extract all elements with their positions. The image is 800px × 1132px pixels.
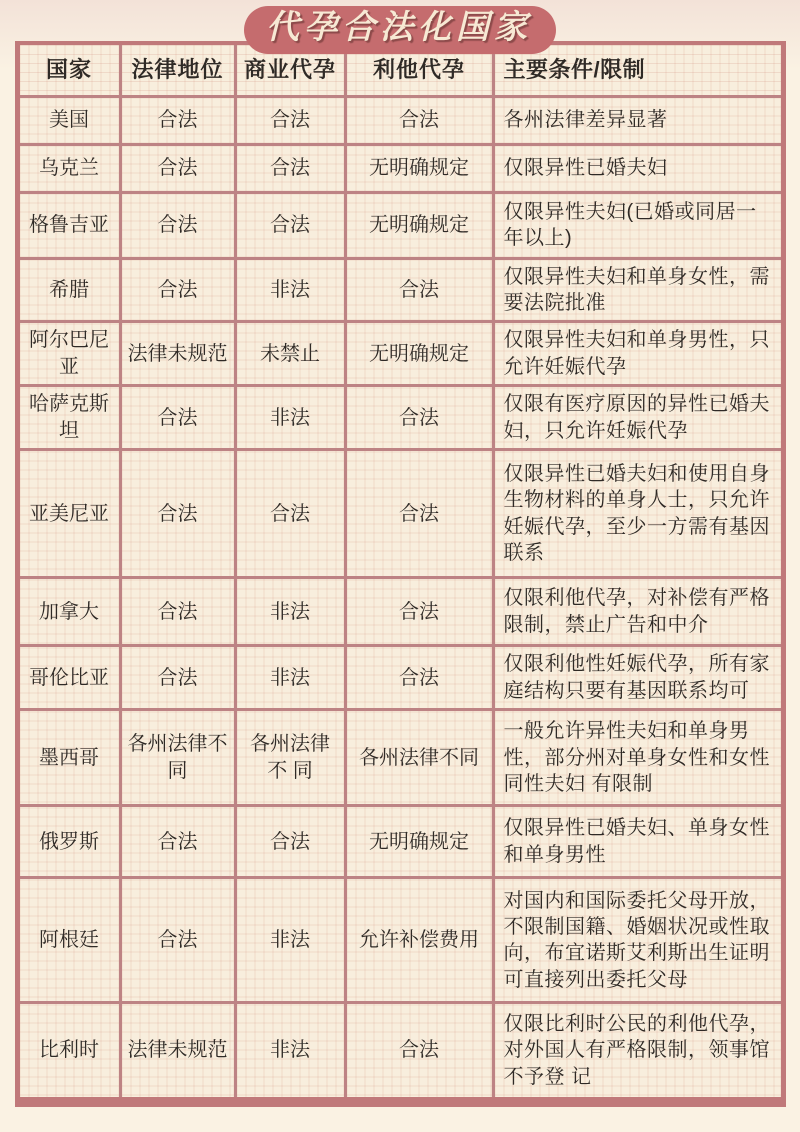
table-body (17, 96, 783, 1102)
altruistic-cell: 各州法律不同 (345, 710, 493, 806)
country-cell: 哥伦比亚 (17, 646, 120, 710)
commercial-cell: 非法 (235, 646, 345, 710)
table-row (17, 258, 783, 322)
country-cell: 哈萨克斯坦 (17, 386, 120, 450)
altruistic-cell: 合法 (345, 450, 493, 578)
conditions-cell: 仅限利他性妊娠代孕，所有家庭结构只要有基因联系均可 (493, 646, 783, 710)
altruistic-cell: 无明确规定 (345, 192, 493, 258)
commercial-cell: 非法 (235, 386, 345, 450)
conditions-cell: 仅限异性夫妇(已婚或同居一年以上) (493, 192, 783, 258)
legal-status-cell: 各州法律不同 (120, 710, 235, 806)
commercial-cell: 非法 (235, 578, 345, 646)
altruistic-cell: 无明确规定 (345, 322, 493, 386)
conditions-cell: 仅限异性已婚夫妇 (493, 144, 783, 192)
conditions-cell: 仅限异性已婚夫妇、单身女性和单身男性 (493, 806, 783, 878)
conditions-cell: 仅限异性已婚夫妇和使用自身生物材料的单身人士，只允许妊娠代孕，至少一方需有基因联系 (493, 450, 783, 578)
conditions-cell: 仅限异性夫妇和单身女性，需要法院批准 (493, 258, 783, 322)
legal-status-cell: 合法 (120, 96, 235, 144)
altruistic-cell: 合法 (345, 1003, 493, 1102)
legal-status-cell: 法律未规范 (120, 322, 235, 386)
legal-status-cell: 合法 (120, 144, 235, 192)
legal-status-cell: 合法 (120, 192, 235, 258)
commercial-cell: 合法 (235, 192, 345, 258)
table-row (17, 192, 783, 258)
country-cell: 乌克兰 (17, 144, 120, 192)
legal-status-cell: 合法 (120, 878, 235, 1003)
table-row (17, 710, 783, 806)
conditions-cell: 仅限利他代孕，对补偿有严格限制，禁止广告和中介 (493, 578, 783, 646)
altruistic-cell: 允许补偿费用 (345, 878, 493, 1003)
country-cell: 俄罗斯 (17, 806, 120, 878)
altruistic-cell: 无明确规定 (345, 144, 493, 192)
commercial-cell: 非法 (235, 878, 345, 1003)
conditions-cell: 仅限有医疗原因的异性已婚夫妇，只允许妊娠代孕 (493, 386, 783, 450)
commercial-cell: 非法 (235, 1003, 345, 1102)
country-cell: 比利时 (17, 1003, 120, 1102)
altruistic-cell: 合法 (345, 646, 493, 710)
legal-status-cell: 合法 (120, 578, 235, 646)
table-row (17, 386, 783, 450)
commercial-cell: 合法 (235, 144, 345, 192)
header-commercial-surrogacy: 商业代孕 (235, 43, 345, 96)
commercial-cell: 非法 (235, 258, 345, 322)
commercial-cell: 各州法律不 同 (235, 710, 345, 806)
commercial-cell: 合法 (235, 96, 345, 144)
country-cell: 希腊 (17, 258, 120, 322)
country-cell: 美国 (17, 96, 120, 144)
surrogacy-legal-table (15, 41, 786, 1107)
country-cell: 加拿大 (17, 578, 120, 646)
table-row (17, 96, 783, 144)
table-row (17, 144, 783, 192)
country-cell: 墨西哥 (17, 710, 120, 806)
altruistic-cell: 无明确规定 (345, 806, 493, 878)
altruistic-cell: 合法 (345, 258, 493, 322)
commercial-cell: 合法 (235, 806, 345, 878)
altruistic-cell: 合法 (345, 386, 493, 450)
country-cell: 阿根廷 (17, 878, 120, 1003)
altruistic-cell: 合法 (345, 96, 493, 144)
country-cell: 格鲁吉亚 (17, 192, 120, 258)
legal-status-cell: 合法 (120, 386, 235, 450)
table-row (17, 646, 783, 710)
table-row (17, 1003, 783, 1102)
legal-status-cell: 合法 (120, 806, 235, 878)
title-badge: 代孕合法化国家 (244, 6, 556, 54)
conditions-cell: 一般允许异性夫妇和单身男性，部分州对单身女性和女性同性夫妇 有限制 (493, 710, 783, 806)
legal-status-cell: 法律未规范 (120, 1003, 235, 1102)
commercial-cell: 未禁止 (235, 322, 345, 386)
header-altruistic-surrogacy: 利他代孕 (345, 43, 493, 96)
legal-status-cell: 合法 (120, 450, 235, 578)
header-conditions: 主要条件/限制 (493, 43, 783, 96)
table-row (17, 806, 783, 878)
table-row (17, 322, 783, 386)
conditions-cell: 仅限异性夫妇和单身男性，只允许妊娠代孕 (493, 322, 783, 386)
country-cell: 亚美尼亚 (17, 450, 120, 578)
legal-status-cell: 合法 (120, 258, 235, 322)
table-row (17, 450, 783, 578)
country-cell: 阿尔巴尼亚 (17, 322, 120, 386)
table-row (17, 878, 783, 1003)
conditions-cell: 仅限比利时公民的利他代孕，对外国人有严格限制，领事馆不予登 记 (493, 1003, 783, 1102)
title-area (0, 0, 800, 54)
header-country: 国家 (17, 43, 120, 96)
conditions-cell: 对国内和国际委托父母开放，不限制国籍、婚姻状况或性取向，布宜诺斯艾利斯出生证明可直接列出委托父母 (493, 878, 783, 1003)
legal-status-cell: 合法 (120, 646, 235, 710)
conditions-cell: 各州法律差异显著 (493, 96, 783, 144)
table-row (17, 578, 783, 646)
altruistic-cell: 合法 (345, 578, 493, 646)
header-legal-status: 法律地位 (120, 43, 235, 96)
commercial-cell: 合法 (235, 450, 345, 578)
